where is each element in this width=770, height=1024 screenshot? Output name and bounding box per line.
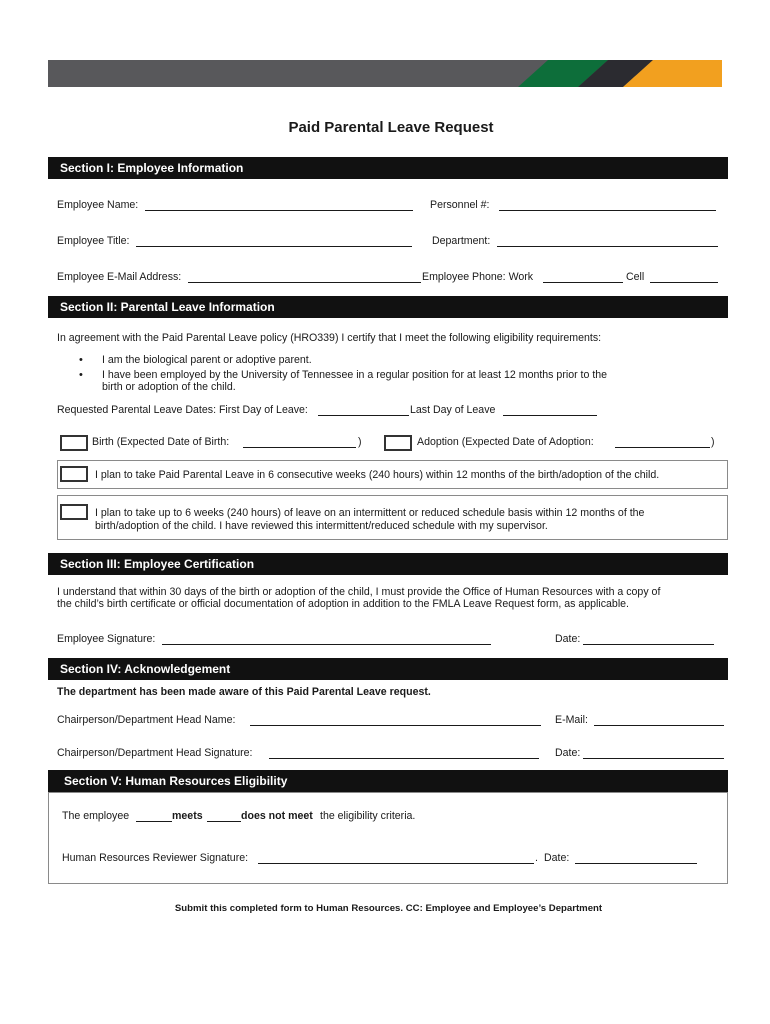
phone-work-field[interactable] bbox=[543, 272, 623, 283]
bullet-dot: • bbox=[79, 369, 83, 381]
does-not-meet-label: does not meet bbox=[241, 810, 313, 822]
eligibility-intro: In agreement with the Paid Parental Leave policy (HRO339) I certify that I meet the following eligibility requirements: bbox=[57, 332, 602, 344]
header-banner bbox=[48, 60, 722, 87]
cell-label: Cell bbox=[626, 271, 645, 283]
head-name-field[interactable] bbox=[250, 715, 541, 726]
birth-label: Birth (Expected Date of Birth: bbox=[92, 436, 230, 448]
leave-dates-first-label: Requested Parental Leave Dates: First Day of Leave: bbox=[57, 404, 308, 416]
head-date-label: Date: bbox=[555, 747, 581, 759]
certification-text-cont: the child’s birth certificate or official documentation of adoption in addition to the FMLA Leave Request form, as applicable. bbox=[57, 598, 630, 610]
birth-date-field[interactable] bbox=[243, 437, 356, 448]
hr-date-field[interactable] bbox=[575, 853, 697, 864]
meets-field[interactable] bbox=[136, 811, 172, 822]
personnel-label: Personnel #: bbox=[430, 199, 490, 211]
section-5-heading: Section V: Human Resources Eligibility bbox=[48, 770, 728, 792]
intermittent-label: I plan to take up to 6 weeks (240 hours) of leave on an intermittent or reduced schedule basis within 12 months of the bbox=[95, 507, 645, 519]
email-field[interactable] bbox=[188, 272, 421, 283]
submit-instructions: Submit this completed form to Human Resources. CC: Employee and Employee’s Department bbox=[174, 903, 603, 914]
head-name-label: Chairperson/Department Head Name: bbox=[57, 714, 236, 726]
adoption-checkbox[interactable] bbox=[384, 435, 412, 451]
employee-signature-field[interactable] bbox=[162, 634, 491, 645]
bullet-employed: I have been employed by the University of Tennessee in a regular position for at least 12 months prior to the bbox=[102, 369, 608, 381]
email-label: Employee E-Mail Address: bbox=[57, 271, 182, 283]
department-label: Department: bbox=[432, 235, 491, 247]
employee-name-field[interactable] bbox=[145, 200, 413, 211]
meets-label: meets bbox=[172, 810, 203, 822]
hr-reviewer-label: Human Resources Reviewer Signature: bbox=[62, 852, 249, 864]
adoption-date-field[interactable] bbox=[615, 437, 710, 448]
acknowledgement-notice: The department has been made aware of this Paid Parental Leave request. bbox=[57, 686, 431, 698]
hr-eligibility-box bbox=[48, 792, 728, 884]
employee-date-field[interactable] bbox=[583, 634, 714, 645]
department-field[interactable] bbox=[497, 236, 718, 247]
personnel-field[interactable] bbox=[499, 200, 716, 211]
certification-text: I understand that within 30 days of the birth or adoption of the child, I must provide the Office of Human Resources with a copy of bbox=[57, 586, 661, 598]
first-day-field[interactable] bbox=[318, 405, 409, 416]
employee-signature-label: Employee Signature: bbox=[57, 633, 156, 645]
hr-reviewer-field[interactable] bbox=[258, 853, 534, 864]
employee-title-field[interactable] bbox=[136, 236, 412, 247]
header-banner-graphic bbox=[48, 60, 722, 87]
intermittent-label-cont: birth/adoption of the child. I have reviewed this intermittent/reduced schedule with my supervisor. bbox=[95, 520, 548, 532]
does-not-meet-field[interactable] bbox=[207, 811, 241, 822]
head-signature-field[interactable] bbox=[269, 748, 539, 759]
consecutive-checkbox[interactable] bbox=[60, 466, 88, 482]
cell-field[interactable] bbox=[650, 272, 718, 283]
adoption-label: Adoption (Expected Date of Adoption: bbox=[417, 436, 594, 448]
birth-checkbox[interactable] bbox=[60, 435, 88, 451]
head-signature-label: Chairperson/Department Head Signature: bbox=[57, 747, 253, 759]
section-3-heading: Section III: Employee Certification bbox=[48, 553, 728, 575]
bullet-employed-cont: birth or adoption of the child. bbox=[102, 381, 236, 393]
eligibility-criteria-label: the eligibility criteria. bbox=[320, 810, 416, 822]
employee-date-label: Date: bbox=[555, 633, 581, 645]
bullet-dot: • bbox=[79, 354, 83, 366]
section-2-heading: Section II: Parental Leave Information bbox=[48, 296, 728, 318]
section-1-heading: Section I: Employee Information bbox=[48, 157, 728, 179]
adoption-close: ) bbox=[711, 436, 715, 448]
hr-reviewer-dot: . bbox=[535, 852, 538, 864]
employee-name-label: Employee Name: bbox=[57, 199, 139, 211]
head-date-field[interactable] bbox=[583, 748, 724, 759]
head-email-label: E-Mail: bbox=[555, 714, 588, 726]
hr-employee-label: The employee bbox=[62, 810, 130, 822]
page-title: Paid Parental Leave Request bbox=[288, 119, 494, 136]
leave-dates-last-label: Last Day of Leave bbox=[410, 404, 496, 416]
last-day-field[interactable] bbox=[503, 405, 597, 416]
consecutive-label: I plan to take Paid Parental Leave in 6 consecutive weeks (240 hours) within 12 months of the birth/adoption of the child. bbox=[95, 469, 660, 481]
section-4-heading: Section IV: Acknowledgement bbox=[48, 658, 728, 680]
hr-date-label: Date: bbox=[544, 852, 570, 864]
birth-close: ) bbox=[358, 436, 362, 448]
employee-title-label: Employee Title: bbox=[57, 235, 130, 247]
bullet-parent: I am the biological parent or adoptive parent. bbox=[102, 354, 312, 366]
intermittent-checkbox[interactable] bbox=[60, 504, 88, 520]
phone-work-label: Employee Phone: Work bbox=[422, 271, 534, 283]
head-email-field[interactable] bbox=[594, 715, 724, 726]
